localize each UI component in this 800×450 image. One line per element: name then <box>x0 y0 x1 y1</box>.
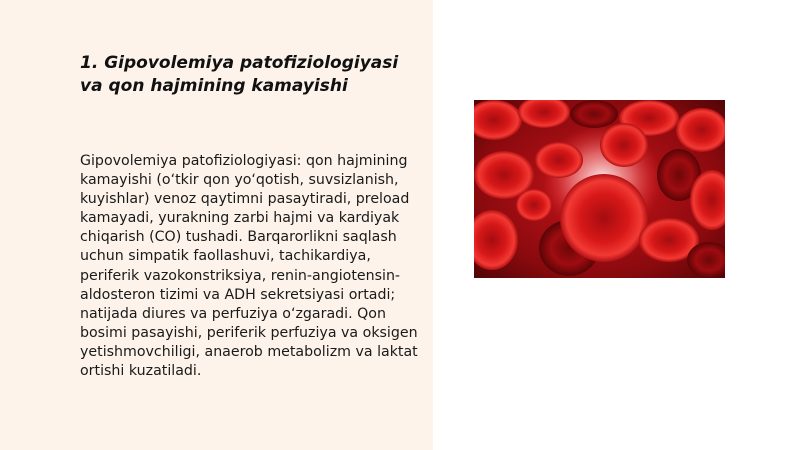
red-blood-cells-image <box>474 100 725 278</box>
slide-body-text: Gipovolemiya patofiziologiyasi: qon hajmining kamayishi (o‘tkir qon yo‘qotish, suvsizlanish, kuyishlar) venoz qaytimni pasaytiradi, preload kamayadi, yurakning zarbi hajmi va kardiyak chiqarish (CO) tushadi. Barqarorlikni saqlash uchun simpatik faollashuvi, tachikardiya, periferik vazokonstriksiya, renin-angiotensin-aldosteron tizimi va ADH sekretsiyasi ortadi; natijada diures va perfuziya o‘zgaradi. Qon bosimi pasayishi, periferik perfuziya va oksigen yetishmovchiligi, anaerob metabolizm va laktat ortishi kuzatiladi. <box>80 153 418 380</box>
red-blood-cells-illustration <box>474 100 725 278</box>
slide-title: 1. Gipovolemiya patofiziologiyasi va qon hajmining kamayishi <box>80 53 399 96</box>
